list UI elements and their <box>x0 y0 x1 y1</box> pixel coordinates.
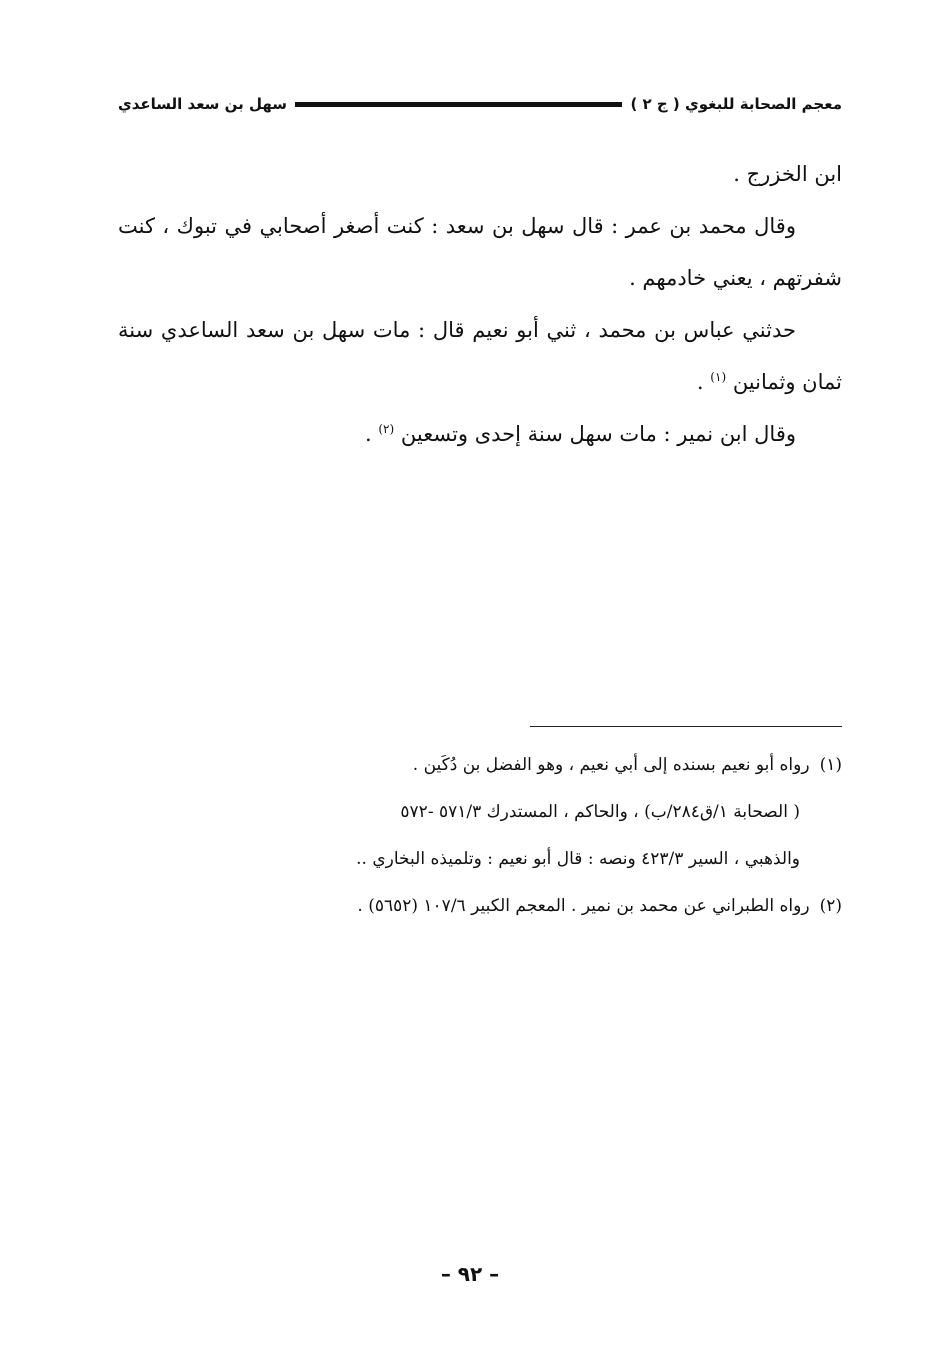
end-mark: . <box>696 370 704 394</box>
paragraph-2: وقال محمد بن عمر : قال سهل بن سعد : كنت أصغر أصحابي في تبوك ، كنت شفرتهم ، يعني خادمهم . <box>118 214 842 290</box>
book-title: معجم الصحابة للبغوي ( ج ٢ ) <box>630 95 842 113</box>
paragraph-4 <box>118 408 842 460</box>
footnote-separator <box>530 726 842 727</box>
paragraph-3-text: حدثني عباس بن محمد ، ثني أبو نعيم قال : مات سهل بن سعد الساعدي سنة ثمان وثمانين <box>118 318 842 394</box>
running-header <box>118 88 842 120</box>
footnote-text: رواه أبو نعيم بسنده إلى أبي نعيم ، وهو الفضل بن دُكَين . <box>412 755 810 775</box>
footnote-1-number: (١) <box>819 755 842 775</box>
footnote-ref-2[interactable]: (٢) <box>378 422 395 436</box>
footnote-1-line-2: ( الصحابة ١/ق٢٨٤/ب) ، والحاكم ، المستدرك ٥٧١/٣ -٥٧٢ <box>400 802 800 822</box>
footnotes <box>118 742 842 930</box>
footnote-text: رواه الطبراني عن محمد بن نمير . المعجم الكبير ١٠٧/٦ (٥٦٥٢) . <box>357 896 810 916</box>
footnote-2-line-1 <box>118 883 842 930</box>
footnote-2-number: (٢) <box>819 896 842 916</box>
end-mark: . <box>364 422 372 446</box>
paragraph-3 <box>118 304 842 408</box>
header-rule <box>295 102 622 107</box>
footnote-1-line-3: والذهبي ، السير ٤٢٣/٣ ونصه : قال أبو نعيم : وتلميذه البخاري .. <box>356 849 800 869</box>
footnote-1-line-1 <box>118 742 842 789</box>
footnote-ref-1[interactable]: (١) <box>710 370 727 384</box>
page-number: – ٩٢ – <box>440 1262 500 1286</box>
main-text <box>118 148 842 460</box>
section-title: سهل بن سعد الساعدي <box>118 95 288 113</box>
paragraph-4-text: وقال ابن نمير : مات سهل سنة إحدى وتسعين <box>400 422 796 446</box>
paragraph-1: ابن الخزرج . <box>733 162 842 186</box>
